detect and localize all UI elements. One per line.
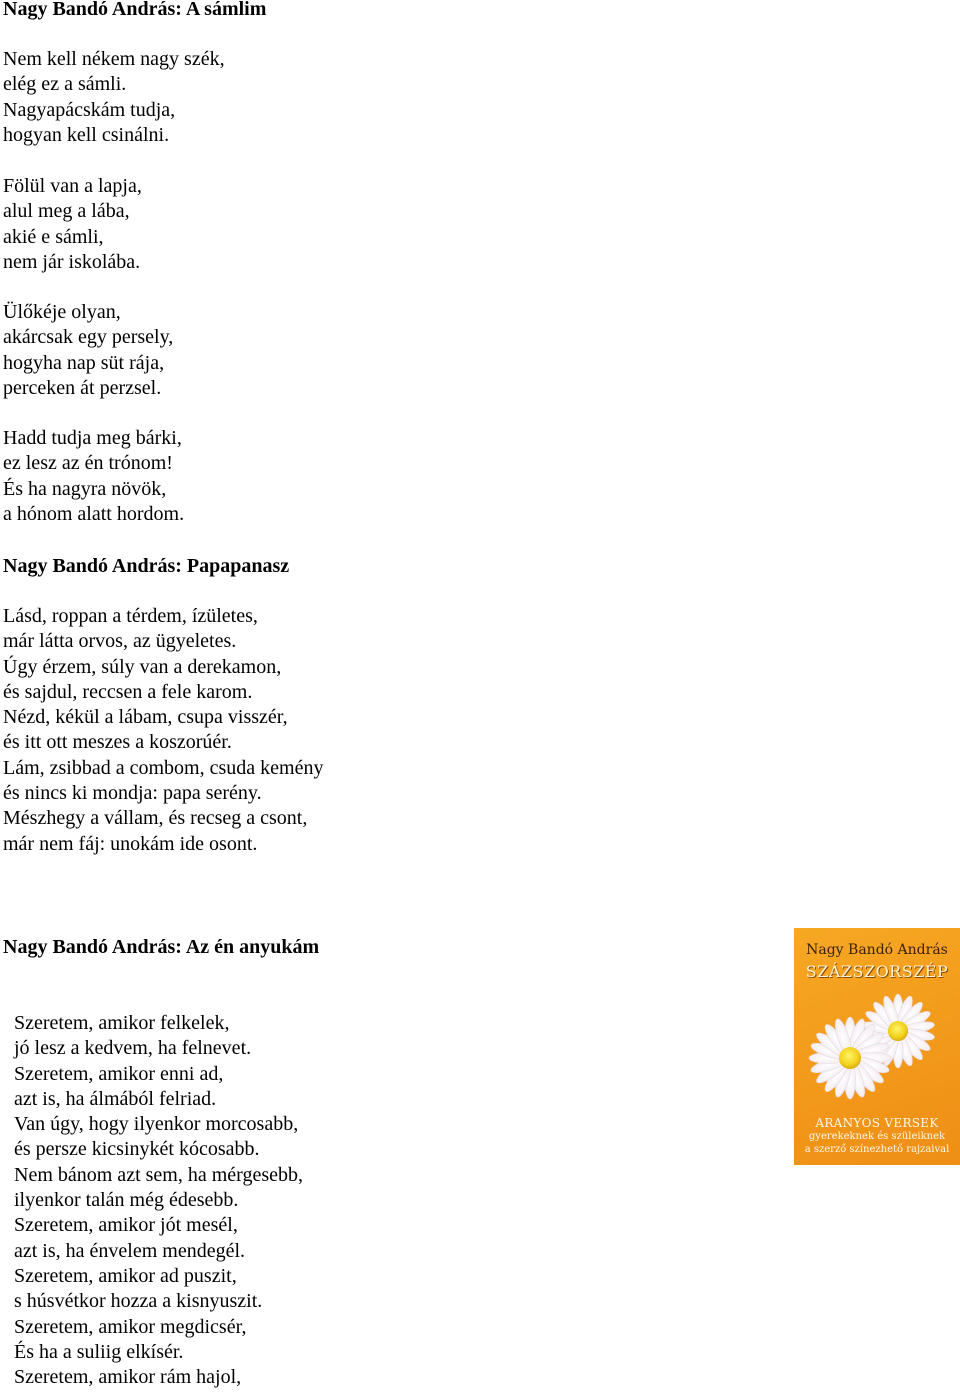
poem-line: hogyha nap süt rája, <box>3 351 165 374</box>
cover-subtitle-line: ARANYOS VERSEK <box>815 1116 939 1130</box>
stanza <box>3 47 225 148</box>
poem-title: Nagy Bandó András: Papapanasz <box>3 555 290 577</box>
poem-line: azt is, ha énvelem mendegél. <box>14 1239 246 1262</box>
poem-line: ez lesz az én trónom! <box>3 452 173 475</box>
poem-line: Szeretem, amikor enni ad, <box>14 1062 224 1085</box>
poem-line: Szeretem, amikor rám hajol, <box>14 1366 242 1389</box>
poem-line: perceken át perzsel. <box>3 376 162 399</box>
poem-title: Nagy Bandó András: A sámlim <box>3 0 267 20</box>
poem-line: Szeretem, amikor jót mesél, <box>14 1214 238 1237</box>
cover-author: Nagy Bandó András <box>806 942 948 958</box>
poem-line: És ha a suliig elkísér. <box>14 1340 184 1363</box>
poem-line: Úgy érzem, súly van a derekamon, <box>3 655 282 678</box>
cover-subtitle <box>794 1116 960 1156</box>
poem-line: hogyan kell csinálni. <box>3 123 170 146</box>
cover-subtitle-line: gyerekeknek és szüleiknek <box>808 1131 946 1142</box>
poem-line: jó lesz a kedvem, ha felnevet. <box>14 1037 252 1060</box>
poem-line: Lásd, roppan a térdem, ízületes, <box>3 605 258 627</box>
poem-line: És ha nagyra növök, <box>3 477 167 500</box>
poem-line: és sajdul, reccsen a fele karom. <box>3 680 253 703</box>
poem-line: ilyenkor talán még édesebb. <box>14 1189 239 1212</box>
poem-line: Nem kell nékem nagy szék, <box>3 48 225 70</box>
poem-line: már látta orvos, az ügyeletes. <box>3 630 237 653</box>
stanza <box>14 1011 303 1390</box>
poem-line: és persze kicsinykét kócosabb. <box>14 1138 260 1161</box>
poem-title: Nagy Bandó András: Az én anyukám <box>3 936 320 958</box>
stanza <box>3 300 173 401</box>
poem-line: s húsvétkor hozza a kisnyuszit. <box>14 1290 263 1313</box>
poem-line: elég ez a sámli. <box>3 73 127 96</box>
cover-subtitle-line: a szerző színezhető rajzaival <box>804 1144 950 1155</box>
poem-line: akié e sámli, <box>3 225 104 248</box>
poem-line: Ülőkéje olyan, <box>3 301 121 323</box>
poem-line: Nem bánom azt sem, ha mérgesebb, <box>14 1163 303 1186</box>
poem-line: Szeretem, amikor ad puszit, <box>14 1264 237 1287</box>
poem-line: Szeretem, amikor megdicsér, <box>14 1315 247 1338</box>
poem-line: Van úgy, hogy ilyenkor morcosabb, <box>14 1113 299 1136</box>
poem-line: nem jár iskolába. <box>3 250 141 273</box>
poem-line: Nagyapácskám tudja, <box>3 98 176 121</box>
poem-line: Hadd tudja meg bárki, <box>3 427 182 449</box>
poem-line: akárcsak egy persely, <box>3 326 174 349</box>
poem-line: Mészhegy a vállam, és recseg a csont, <box>3 807 308 830</box>
poem-line: a hónom alatt hordom. <box>3 502 185 525</box>
poem-line: azt is, ha álmából felriad. <box>14 1087 217 1110</box>
poem-line: és nincs ki mondja: papa serény. <box>3 782 262 805</box>
book-cover-image <box>794 928 960 1165</box>
stanza <box>3 426 184 527</box>
poem-line: és itt ott meszes a koszorúér. <box>3 731 232 754</box>
poem-line: Szeretem, amikor felkelek, <box>14 1012 230 1034</box>
poem-line: már nem fáj: unokám ide osont. <box>3 832 258 855</box>
poem-line: alul meg a lába, <box>3 200 130 223</box>
poem-line: Nézd, kékül a lábam, csupa visszér, <box>3 706 288 729</box>
poem-line: Lám, zsibbad a combom, csuda kemény <box>3 756 324 779</box>
cover-title: SZÁZSZORSZÉP <box>805 962 949 981</box>
poem-line: Fölül van a lapja, <box>3 175 142 197</box>
stanza <box>3 604 323 857</box>
stanza <box>3 174 142 275</box>
